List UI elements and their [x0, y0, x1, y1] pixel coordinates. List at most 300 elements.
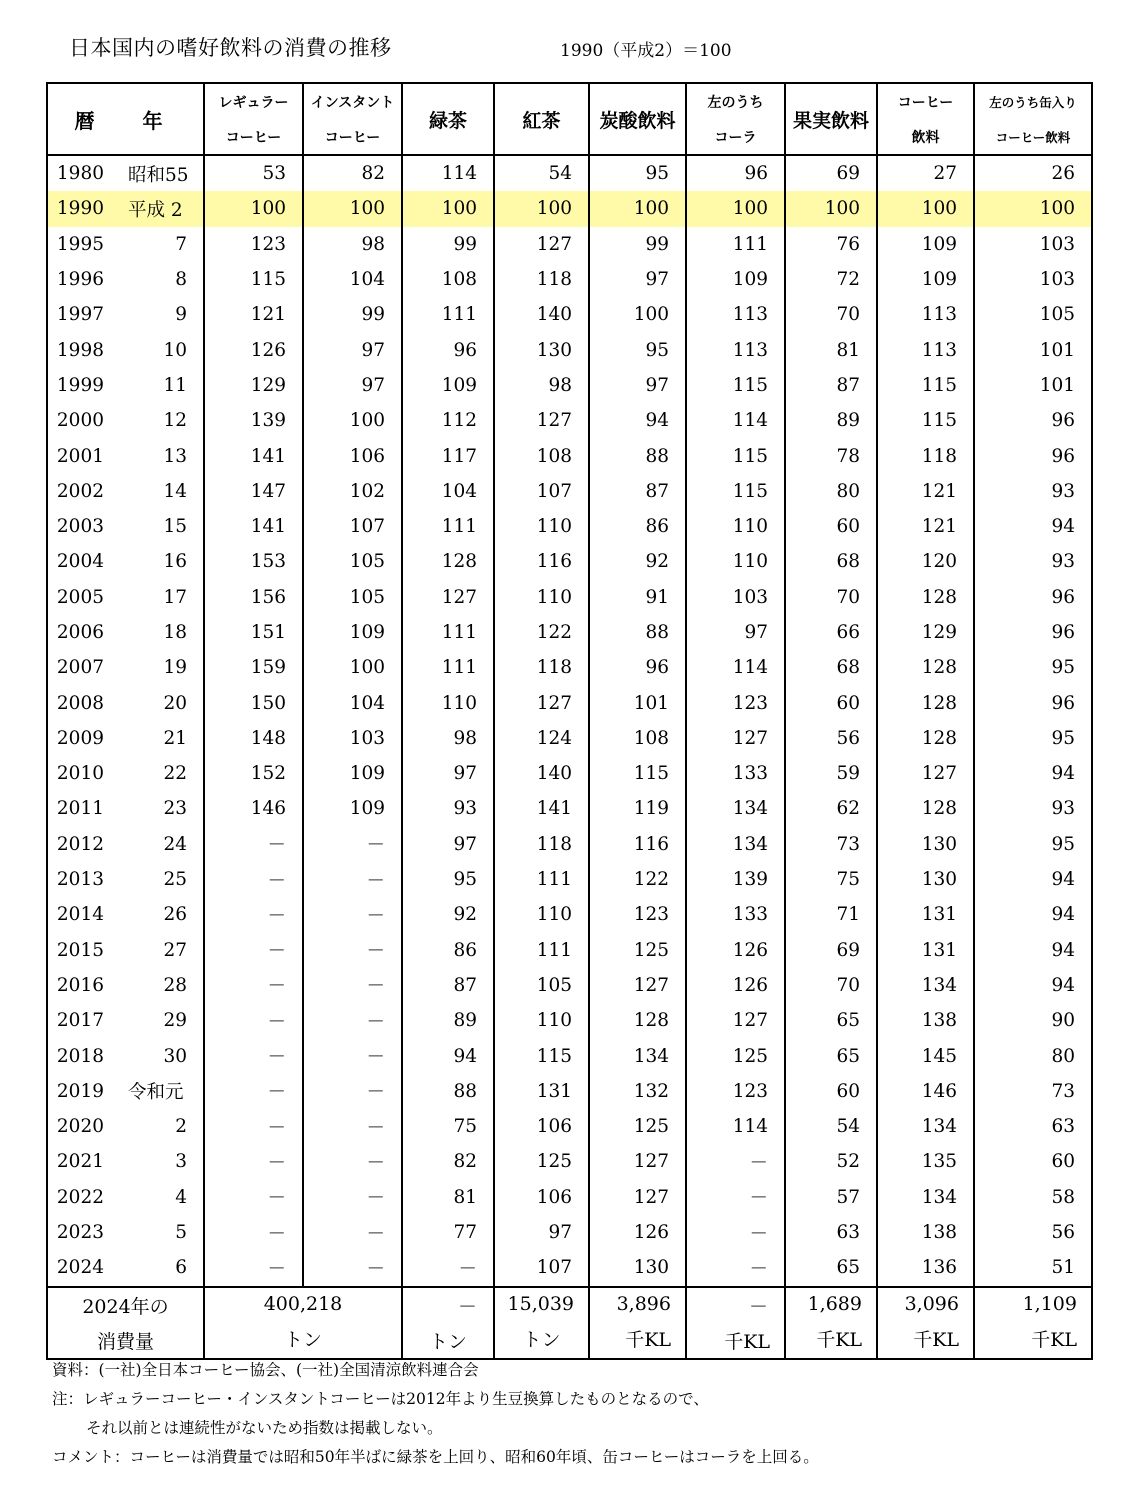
footer-cola: － 千KL: [686, 1287, 785, 1359]
row-era: 24: [124, 827, 204, 862]
cell-canned: 103: [974, 262, 1092, 297]
cell-fruit: 89: [785, 403, 877, 438]
row-year: 2024: [47, 1250, 124, 1286]
cell-instant: －: [303, 827, 402, 862]
table-row: [47, 1215, 1092, 1250]
table-row: [47, 474, 1092, 509]
row-year: 2005: [47, 580, 124, 615]
cell-cola: 100: [686, 191, 785, 226]
footer-green-tea: － トン: [402, 1287, 494, 1359]
document-title: 日本国内の嗜好飲料の消費の推移: [69, 36, 392, 60]
cell-green: 92: [402, 897, 494, 932]
cell-fruit: 57: [785, 1180, 877, 1215]
cell-cola: 114: [686, 650, 785, 685]
cell-instant: －: [303, 1003, 402, 1038]
base-year-note: 1990（平成2）＝100: [560, 41, 732, 61]
cell-regular: 153: [204, 544, 303, 579]
cell-regular: －: [204, 1250, 303, 1286]
cell-carb: 119: [589, 791, 686, 826]
cell-green: 87: [402, 968, 494, 1003]
cell-coffee: 115: [877, 368, 974, 403]
cell-cola: 113: [686, 297, 785, 332]
cell-instant: 106: [303, 438, 402, 473]
row-year: 2002: [47, 474, 124, 509]
table-row: [47, 403, 1092, 438]
row-year: 1990: [47, 191, 124, 226]
table-row: [47, 580, 1092, 615]
cell-instant: 104: [303, 262, 402, 297]
cell-black: 116: [494, 544, 589, 579]
cell-carb: 127: [589, 1180, 686, 1215]
cell-green: －: [402, 1250, 494, 1286]
table-row: [47, 1074, 1092, 1109]
cell-regular: 126: [204, 332, 303, 367]
row-era: 3: [124, 1144, 204, 1179]
cell-cola: 115: [686, 438, 785, 473]
cell-green: 97: [402, 756, 494, 791]
row-year: 2019: [47, 1074, 124, 1109]
cell-fruit: 70: [785, 968, 877, 1003]
table-row: [47, 1109, 1092, 1144]
cell-coffee: 115: [877, 403, 974, 438]
notes: [52, 1356, 819, 1472]
cell-black: 124: [494, 721, 589, 756]
cell-cola: 133: [686, 897, 785, 932]
cell-regular: 152: [204, 756, 303, 791]
cell-canned: 58: [974, 1180, 1092, 1215]
row-year: 2004: [47, 544, 124, 579]
cell-carb: 127: [589, 1144, 686, 1179]
row-year: 2020: [47, 1109, 124, 1144]
cell-fruit: 59: [785, 756, 877, 791]
cell-regular: 53: [204, 155, 303, 191]
cell-fruit: 73: [785, 827, 877, 862]
table-row: [47, 685, 1092, 720]
row-year: 2017: [47, 1003, 124, 1038]
cell-canned: 101: [974, 332, 1092, 367]
row-era: 19: [124, 650, 204, 685]
cell-instant: 109: [303, 756, 402, 791]
footer-canned: 1,109 千KL: [974, 1287, 1092, 1359]
cell-fruit: 71: [785, 897, 877, 932]
cell-carb: 134: [589, 1038, 686, 1073]
row-year: 1995: [47, 227, 124, 262]
cell-canned: 26: [974, 155, 1092, 191]
cell-fruit: 68: [785, 650, 877, 685]
header-regular-coffee: レギュラー コーヒー: [204, 83, 303, 155]
table-row: [47, 544, 1092, 579]
cell-fruit: 76: [785, 227, 877, 262]
cell-regular: 141: [204, 438, 303, 473]
cell-canned: 100: [974, 191, 1092, 226]
footer-black-tea: 15,039 トン: [494, 1287, 589, 1359]
row-era: 26: [124, 897, 204, 932]
header-carbonated: 炭酸飲料: [589, 83, 686, 155]
table-row: [47, 721, 1092, 756]
cell-regular: －: [204, 1215, 303, 1250]
table-row: [47, 438, 1092, 473]
cell-black: 106: [494, 1109, 589, 1144]
cell-canned: 51: [974, 1250, 1092, 1286]
cell-fruit: 60: [785, 509, 877, 544]
cell-regular: －: [204, 1109, 303, 1144]
cell-carb: 127: [589, 968, 686, 1003]
table-row: [47, 297, 1092, 332]
cell-regular: 100: [204, 191, 303, 226]
table-row: [47, 332, 1092, 367]
row-year: 2011: [47, 791, 124, 826]
cell-black: 108: [494, 438, 589, 473]
cell-green: 111: [402, 650, 494, 685]
cell-canned: 60: [974, 1144, 1092, 1179]
cell-green: 128: [402, 544, 494, 579]
cell-instant: 102: [303, 474, 402, 509]
cell-coffee: 121: [877, 509, 974, 544]
row-year: 2003: [47, 509, 124, 544]
cell-fruit: 69: [785, 155, 877, 191]
cell-black: 111: [494, 933, 589, 968]
cell-black: 130: [494, 332, 589, 367]
cell-black: 98: [494, 368, 589, 403]
cell-carb: 123: [589, 897, 686, 932]
cell-fruit: 100: [785, 191, 877, 226]
cell-regular: 129: [204, 368, 303, 403]
cell-carb: 86: [589, 509, 686, 544]
cell-canned: 90: [974, 1003, 1092, 1038]
cell-black: 125: [494, 1144, 589, 1179]
footer-coffee-drink: 3,096 千KL: [877, 1287, 974, 1359]
row-year: 2021: [47, 1144, 124, 1179]
cell-carb: 87: [589, 474, 686, 509]
cell-fruit: 56: [785, 721, 877, 756]
cell-instant: 97: [303, 368, 402, 403]
table-row: [47, 262, 1092, 297]
cell-coffee: 134: [877, 1180, 974, 1215]
cell-carb: 108: [589, 721, 686, 756]
cell-regular: 147: [204, 474, 303, 509]
row-year: 1980: [47, 155, 124, 191]
cell-green: 75: [402, 1109, 494, 1144]
cell-black: 127: [494, 403, 589, 438]
header-fruit-drink: 果実飲料: [785, 83, 877, 155]
row-era: 29: [124, 1003, 204, 1038]
cell-carb: 128: [589, 1003, 686, 1038]
cell-black: 111: [494, 862, 589, 897]
cell-cola: 110: [686, 544, 785, 579]
cell-cola: 134: [686, 827, 785, 862]
cell-black: 110: [494, 509, 589, 544]
row-year: 2000: [47, 403, 124, 438]
cell-canned: 80: [974, 1038, 1092, 1073]
cell-coffee: 134: [877, 968, 974, 1003]
cell-carb: 101: [589, 685, 686, 720]
cell-fruit: 65: [785, 1038, 877, 1073]
cell-black: 107: [494, 474, 589, 509]
cell-coffee: 128: [877, 791, 974, 826]
cell-fruit: 66: [785, 615, 877, 650]
cell-carb: 92: [589, 544, 686, 579]
cell-carb: 97: [589, 368, 686, 403]
cell-canned: 96: [974, 438, 1092, 473]
row-year: 2010: [47, 756, 124, 791]
row-era: 昭和55: [124, 155, 204, 191]
cell-instant: 107: [303, 509, 402, 544]
cell-canned: 94: [974, 968, 1092, 1003]
row-era: 10: [124, 332, 204, 367]
cell-black: 105: [494, 968, 589, 1003]
cell-coffee: 130: [877, 827, 974, 862]
cell-canned: 96: [974, 580, 1092, 615]
cell-instant: －: [303, 1109, 402, 1144]
cell-black: 131: [494, 1074, 589, 1109]
cell-black: 140: [494, 297, 589, 332]
cell-carb: 95: [589, 332, 686, 367]
cell-carb: 130: [589, 1250, 686, 1286]
cell-fruit: 65: [785, 1250, 877, 1286]
cell-canned: 94: [974, 933, 1092, 968]
cell-fruit: 69: [785, 933, 877, 968]
header-cola: 左のうち コーラ: [686, 83, 785, 155]
cell-coffee: 136: [877, 1250, 974, 1286]
cell-black: 110: [494, 1003, 589, 1038]
cell-green: 82: [402, 1144, 494, 1179]
cell-carb: 95: [589, 155, 686, 191]
cell-regular: －: [204, 1038, 303, 1073]
row-era: 27: [124, 933, 204, 968]
cell-cola: 114: [686, 1109, 785, 1144]
cell-fruit: 60: [785, 685, 877, 720]
cell-green: 97: [402, 827, 494, 862]
table-row: [47, 1250, 1092, 1286]
table-row: [47, 756, 1092, 791]
table-row: [47, 368, 1092, 403]
cell-instant: 100: [303, 403, 402, 438]
table-row: [47, 968, 1092, 1003]
cell-green: 99: [402, 227, 494, 262]
cell-cola: 126: [686, 968, 785, 1003]
cell-canned: 95: [974, 827, 1092, 862]
cell-green: 109: [402, 368, 494, 403]
header-year: 暦 年: [47, 83, 204, 155]
cell-black: 106: [494, 1180, 589, 1215]
cell-cola: －: [686, 1180, 785, 1215]
cell-cola: 110: [686, 509, 785, 544]
cell-fruit: 70: [785, 580, 877, 615]
cell-black: 110: [494, 580, 589, 615]
cell-canned: 95: [974, 721, 1092, 756]
cell-fruit: 81: [785, 332, 877, 367]
row-era: 11: [124, 368, 204, 403]
row-era: 令和元: [124, 1074, 204, 1109]
cell-canned: 96: [974, 685, 1092, 720]
cell-cola: －: [686, 1250, 785, 1286]
cell-black: 97: [494, 1215, 589, 1250]
cell-instant: 82: [303, 155, 402, 191]
cell-instant: 97: [303, 332, 402, 367]
header-coffee-drink: コーヒー 飲料: [877, 83, 974, 155]
row-year: 2023: [47, 1215, 124, 1250]
row-era: 18: [124, 615, 204, 650]
cell-instant: 105: [303, 544, 402, 579]
cell-regular: 146: [204, 791, 303, 826]
cell-green: 110: [402, 685, 494, 720]
cell-black: 140: [494, 756, 589, 791]
cell-canned: 101: [974, 368, 1092, 403]
table-row: [47, 1180, 1092, 1215]
cell-green: 86: [402, 933, 494, 968]
cell-instant: 109: [303, 615, 402, 650]
row-era: 28: [124, 968, 204, 1003]
table-row: [47, 615, 1092, 650]
cell-canned: 56: [974, 1215, 1092, 1250]
cell-fruit: 62: [785, 791, 877, 826]
row-era: 13: [124, 438, 204, 473]
cell-black: 110: [494, 897, 589, 932]
cell-coffee: 138: [877, 1003, 974, 1038]
cell-coffee: 100: [877, 191, 974, 226]
row-year: 2009: [47, 721, 124, 756]
cell-fruit: 87: [785, 368, 877, 403]
row-year: 2013: [47, 862, 124, 897]
table-row: [47, 155, 1092, 191]
cell-cola: －: [686, 1144, 785, 1179]
cell-black: 118: [494, 262, 589, 297]
cell-coffee: 130: [877, 862, 974, 897]
cell-instant: －: [303, 862, 402, 897]
cell-regular: 156: [204, 580, 303, 615]
cell-instant: 100: [303, 191, 402, 226]
cell-canned: 93: [974, 544, 1092, 579]
cell-instant: 99: [303, 297, 402, 332]
cell-black: 107: [494, 1250, 589, 1286]
header-canned-coffee: 左のうち缶入り コーヒー飲料: [974, 83, 1092, 155]
table-row: [47, 897, 1092, 932]
cell-instant: －: [303, 968, 402, 1003]
cell-green: 112: [402, 403, 494, 438]
cell-canned: 73: [974, 1074, 1092, 1109]
cell-regular: 151: [204, 615, 303, 650]
table-row: [47, 650, 1092, 685]
note-line-1: 注：レギュラーコーヒー・インスタントコーヒーは2012年より生豆換算したものとなるので、: [52, 1390, 709, 1408]
cell-regular: －: [204, 1003, 303, 1038]
cell-coffee: 127: [877, 756, 974, 791]
cell-fruit: 72: [785, 262, 877, 297]
cell-coffee: 129: [877, 615, 974, 650]
cell-regular: －: [204, 968, 303, 1003]
cell-cola: －: [686, 1215, 785, 1250]
cell-green: 127: [402, 580, 494, 615]
cell-instant: 104: [303, 685, 402, 720]
cell-black: 54: [494, 155, 589, 191]
table-row: [47, 933, 1092, 968]
cell-cola: 125: [686, 1038, 785, 1073]
cell-canned: 94: [974, 756, 1092, 791]
cell-cola: 111: [686, 227, 785, 262]
cell-fruit: 78: [785, 438, 877, 473]
cell-instant: －: [303, 1038, 402, 1073]
row-era: 21: [124, 721, 204, 756]
cell-canned: 94: [974, 862, 1092, 897]
cell-carb: 126: [589, 1215, 686, 1250]
cell-carb: 91: [589, 580, 686, 615]
cell-green: 88: [402, 1074, 494, 1109]
cell-coffee: 134: [877, 1109, 974, 1144]
cell-green: 93: [402, 791, 494, 826]
cell-cola: 134: [686, 791, 785, 826]
cell-green: 114: [402, 155, 494, 191]
cell-cola: 127: [686, 721, 785, 756]
cell-canned: 93: [974, 474, 1092, 509]
cell-canned: 96: [974, 403, 1092, 438]
cell-coffee: 113: [877, 297, 974, 332]
row-year: 1997: [47, 297, 124, 332]
cell-regular: －: [204, 933, 303, 968]
row-era: 22: [124, 756, 204, 791]
cell-carb: 125: [589, 933, 686, 968]
cell-green: 100: [402, 191, 494, 226]
cell-instant: 103: [303, 721, 402, 756]
cell-cola: 126: [686, 933, 785, 968]
table-row: [47, 1003, 1092, 1038]
cell-regular: －: [204, 1180, 303, 1215]
cell-fruit: 54: [785, 1109, 877, 1144]
cell-carb: 132: [589, 1074, 686, 1109]
beverage-consumption-table: [46, 82, 1093, 1360]
cell-cola: 115: [686, 368, 785, 403]
cell-coffee: 120: [877, 544, 974, 579]
cell-carb: 115: [589, 756, 686, 791]
row-era: 15: [124, 509, 204, 544]
cell-coffee: 109: [877, 262, 974, 297]
header-black-tea: 紅茶: [494, 83, 589, 155]
cell-regular: 159: [204, 650, 303, 685]
cell-regular: 121: [204, 297, 303, 332]
cell-canned: 93: [974, 791, 1092, 826]
cell-black: 100: [494, 191, 589, 226]
row-year: 1999: [47, 368, 124, 403]
cell-green: 108: [402, 262, 494, 297]
cell-fruit: 80: [785, 474, 877, 509]
row-era: 20: [124, 685, 204, 720]
cell-black: 127: [494, 227, 589, 262]
row-era: 25: [124, 862, 204, 897]
cell-cola: 114: [686, 403, 785, 438]
row-era: 17: [124, 580, 204, 615]
row-year: 2007: [47, 650, 124, 685]
cell-instant: －: [303, 1250, 402, 1286]
cell-carb: 97: [589, 262, 686, 297]
footer-fruit: 1,689 千KL: [785, 1287, 877, 1359]
cell-cola: 97: [686, 615, 785, 650]
cell-carb: 100: [589, 191, 686, 226]
cell-instant: 105: [303, 580, 402, 615]
cell-coffee: 109: [877, 227, 974, 262]
cell-coffee: 145: [877, 1038, 974, 1073]
row-era: 8: [124, 262, 204, 297]
row-year: 2014: [47, 897, 124, 932]
row-era: 7: [124, 227, 204, 262]
row-year: 1996: [47, 262, 124, 297]
row-era: 平成 2: [124, 191, 204, 226]
cell-cola: 123: [686, 685, 785, 720]
row-year: 1998: [47, 332, 124, 367]
table-row: [47, 1038, 1092, 1073]
table-row: [47, 191, 1092, 226]
cell-instant: 109: [303, 791, 402, 826]
table-row: [47, 791, 1092, 826]
cell-cola: 113: [686, 332, 785, 367]
cell-green: 111: [402, 615, 494, 650]
